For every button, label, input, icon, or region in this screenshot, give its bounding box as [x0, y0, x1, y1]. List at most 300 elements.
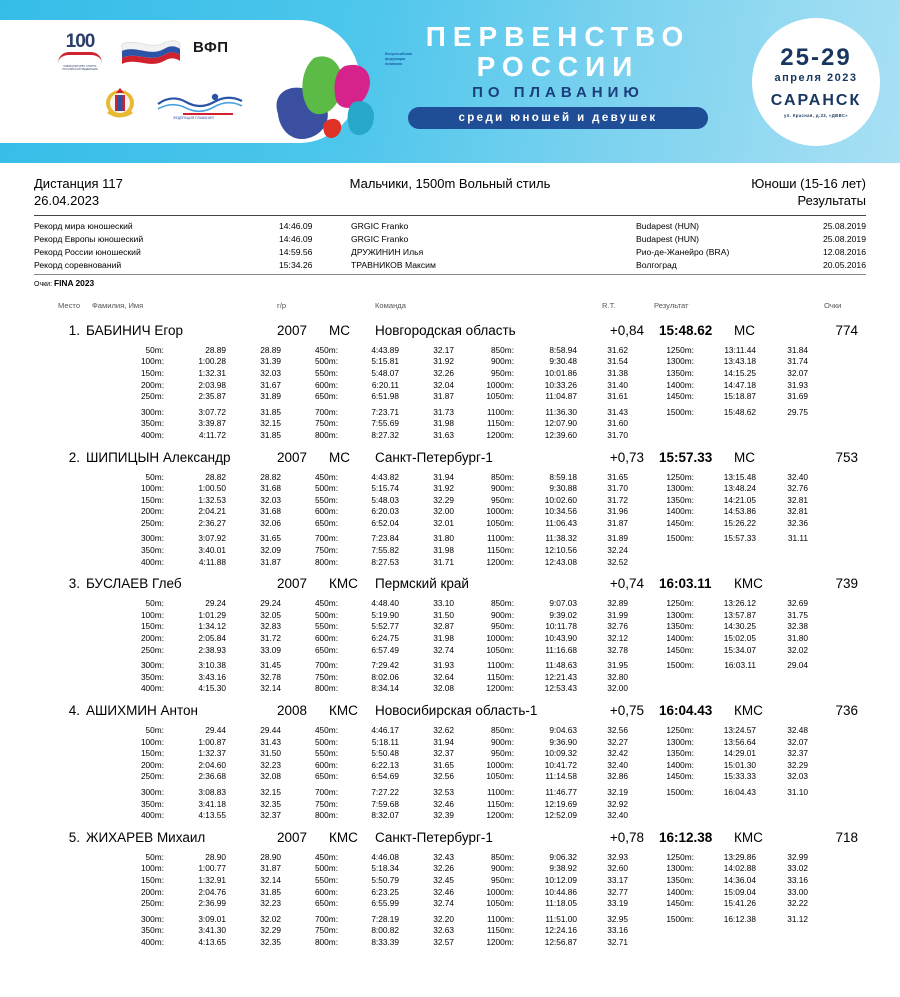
split-cumulative-time: 6:55.99: [371, 898, 399, 909]
result-athlete-row: [34, 450, 866, 469]
split-segment-time: 32.23: [260, 759, 281, 770]
split-distance: 450m:: [314, 471, 338, 482]
split-distance: 500m:: [314, 863, 338, 874]
split-segment-time: 31.93: [433, 660, 454, 671]
split-cumulative-time: 3:41.30: [198, 925, 226, 936]
split-distance: 600m:: [314, 759, 338, 770]
result-team: Санкт-Петербург-1: [375, 829, 493, 845]
split-segment-time: 31.69: [787, 391, 808, 402]
split-cumulative-time: 1:34.12: [198, 621, 226, 632]
result-entry: [34, 830, 866, 949]
split-cumulative-time: 11:18.05: [545, 898, 577, 909]
split-distance: 1300m:: [666, 483, 694, 494]
split-segment-time: 31.87: [260, 556, 281, 567]
split-segment-time: 32.12: [607, 633, 628, 644]
split-distance: 650m:: [314, 644, 338, 655]
split-segment-time: 31.85: [260, 429, 281, 440]
split-cumulative-time: 29.44: [205, 725, 226, 735]
split-segment-time: 31.50: [433, 609, 454, 620]
split-distance: 950m:: [490, 748, 514, 759]
vfp-logo: [193, 40, 229, 56]
split-row: [34, 645, 866, 657]
result-earned-rank: КМС: [734, 576, 763, 592]
split-segment-time: 32.89: [607, 598, 628, 609]
split-segment-time: 28.90: [260, 851, 281, 862]
column-header-name: Фамилия, Имя: [92, 300, 144, 310]
split-cumulative-time: 7:27.22: [371, 786, 399, 797]
record-city: Budapest (HUN): [636, 220, 700, 231]
result-reaction-time: +0,73: [609, 449, 644, 465]
results-column-headers: [34, 301, 866, 315]
result-final-time: 16:04.43: [659, 703, 713, 718]
split-segment-time: 32.29: [787, 759, 808, 770]
split-segment-time: 32.57: [433, 936, 454, 947]
split-row: [34, 356, 866, 368]
split-distance: 300m:: [140, 913, 164, 924]
split-cumulative-time: 3:40.01: [198, 545, 226, 556]
split-segment-time: 31.71: [433, 556, 454, 567]
result-birth-year: 2007: [277, 576, 308, 592]
split-segment-time: 31.87: [607, 517, 628, 528]
split-distance: 150m:: [140, 367, 164, 378]
split-cumulative-time: 5:15.81: [371, 356, 399, 367]
split-cumulative-time: 13:26.12: [723, 598, 756, 609]
split-cumulative-time: 1:32.91: [198, 874, 226, 885]
result-entry: [34, 576, 866, 695]
record-name: Рекорд России юношеский: [34, 246, 141, 257]
split-segment-time: 33.16: [607, 925, 628, 936]
split-cumulative-time: 7:55.69: [371, 418, 399, 429]
split-segment-time: 29.44: [260, 725, 281, 735]
split-segment-time: 32.95: [607, 913, 628, 924]
result-points: 774: [835, 322, 858, 338]
split-distance: 1050m:: [486, 898, 514, 909]
split-cumulative-time: 5:18.34: [371, 863, 399, 874]
split-segment-time: 31.63: [433, 429, 454, 440]
split-segment-time: 31.11: [787, 533, 808, 544]
result-final-time: 16:12.38: [659, 829, 713, 845]
split-segment-time: 31.85: [260, 406, 281, 417]
badge-city: САРАНСК: [770, 92, 862, 109]
result-athlete-name: ШИПИЦЫН Александр: [86, 449, 231, 465]
split-distance: 350m:: [140, 671, 164, 682]
svg-text:ФЕДЕРАЦИЯ ПЛАВАНИЯ: ФЕДЕРАЦИЯ ПЛАВАНИЯ: [173, 116, 214, 120]
record-athlete: GRGIC Franko: [351, 220, 409, 231]
split-segment-time: 32.29: [433, 494, 454, 505]
split-segment-time: 31.94: [433, 736, 454, 747]
split-segment-time: 31.73: [433, 406, 454, 417]
split-segment-time: 31.45: [260, 660, 281, 671]
split-cumulative-time: 14:30.25: [723, 621, 756, 632]
split-cumulative-time: 14:21.05: [723, 494, 756, 505]
split-distance: 150m:: [140, 621, 164, 632]
split-row: [34, 787, 866, 799]
split-distance: 950m:: [490, 494, 514, 505]
split-distance: 350m:: [140, 418, 164, 429]
split-cumulative-time: 15:34.07: [723, 644, 756, 655]
split-distance: 550m:: [314, 494, 338, 505]
split-distance: 400m:: [140, 810, 164, 821]
split-cumulative-time: 14:29.01: [723, 748, 756, 759]
split-distance: 600m:: [314, 506, 338, 517]
split-segment-time: 31.43: [260, 736, 281, 747]
split-segment-time: 32.80: [607, 671, 628, 682]
split-cumulative-time: 10:09.32: [544, 748, 577, 759]
record-name: Рекорд соревнований: [34, 260, 122, 271]
result-birth-year: 2007: [277, 449, 308, 465]
split-cumulative-time: 2:36.27: [198, 517, 226, 528]
column-header-points: Очки: [824, 300, 842, 310]
split-distance: 50m:: [145, 344, 164, 355]
split-distance: 1150m:: [486, 545, 514, 556]
split-distance: 350m:: [140, 798, 164, 809]
split-segment-time: 32.40: [787, 471, 808, 482]
split-distance: 800m:: [314, 810, 338, 821]
split-segment-time: 32.37: [433, 748, 454, 759]
split-distance: 800m:: [314, 556, 338, 567]
split-segment-time: 32.07: [787, 736, 808, 747]
split-distance: 1050m:: [486, 391, 514, 402]
split-segment-time: 31.99: [607, 609, 628, 620]
split-distance: 350m:: [140, 545, 164, 556]
banner-title-block: [378, 22, 738, 129]
split-segment-time: 32.81: [787, 494, 808, 505]
split-distance: 750m:: [314, 925, 338, 936]
split-cumulative-time: 11:04.87: [545, 391, 577, 402]
split-cumulative-time: 28.82: [205, 471, 226, 482]
split-cumulative-time: 3:41.18: [198, 798, 226, 809]
split-segment-time: 31.38: [607, 367, 628, 378]
split-distance: 300m:: [140, 406, 164, 417]
split-cumulative-time: 5:48.07: [371, 367, 399, 378]
split-distance: 250m:: [140, 391, 164, 402]
split-cumulative-time: 14:02.88: [723, 863, 756, 874]
split-distance: 900m:: [490, 356, 514, 367]
split-segment-time: 32.02: [260, 913, 281, 924]
split-segment-time: 32.78: [607, 644, 628, 655]
split-cumulative-time: 6:23.25: [371, 886, 399, 897]
record-row: [34, 232, 866, 245]
split-cumulative-time: 6:22.13: [371, 759, 399, 770]
split-segment-time: 32.36: [787, 517, 808, 528]
result-athlete-rank: КМС: [329, 703, 358, 718]
date-location-badge: [752, 18, 880, 146]
split-distance: 1150m:: [486, 798, 514, 809]
split-row: [34, 725, 866, 737]
split-segment-time: 32.99: [787, 851, 808, 862]
regional-swimming-logo: [153, 88, 258, 120]
split-row: [34, 610, 866, 622]
split-cumulative-time: 13:15.48: [723, 471, 756, 482]
split-cumulative-time: 10:12.09: [544, 874, 577, 885]
result-entry: [34, 703, 866, 822]
split-segment-time: 32.27: [607, 736, 628, 747]
split-distance: 200m:: [140, 633, 164, 644]
split-distance: 700m:: [314, 533, 338, 544]
split-cumulative-time: 2:38.93: [198, 644, 226, 655]
split-cumulative-time: 13:29.86: [723, 851, 756, 862]
split-cumulative-time: 3:43.16: [198, 671, 226, 682]
split-segment-time: 33.02: [787, 863, 808, 874]
split-segment-time: 31.87: [260, 863, 281, 874]
split-segment-time: 32.38: [787, 621, 808, 632]
split-cumulative-time: 11:14.58: [545, 771, 577, 782]
split-distance: 400m:: [140, 936, 164, 947]
result-athlete-rank: КМС: [329, 576, 358, 592]
split-distance: 850m:: [490, 851, 514, 862]
split-segment-time: 32.71: [607, 936, 628, 947]
split-cumulative-time: 8:00.82: [371, 925, 399, 936]
split-distance: 850m:: [490, 471, 514, 482]
badge-month-year: апреля 2023: [774, 72, 858, 84]
split-segment-time: 32.76: [607, 621, 628, 632]
split-distance: 1350m:: [666, 874, 694, 885]
split-distance: 950m:: [490, 621, 514, 632]
split-cumulative-time: 6:24.75: [371, 633, 399, 644]
split-segment-time: 32.17: [433, 344, 454, 355]
split-cumulative-time: 10:02.60: [544, 494, 577, 505]
split-distance: 600m:: [314, 633, 338, 644]
split-distance: 250m:: [140, 644, 164, 655]
split-row: [34, 771, 866, 783]
split-segment-time: 31.68: [260, 483, 281, 494]
divider-records-bottom: [34, 274, 866, 275]
split-cumulative-time: 14:47.18: [723, 379, 756, 390]
split-segment-time: 31.70: [607, 429, 628, 440]
split-cumulative-time: 9:38.92: [549, 863, 577, 874]
split-cumulative-time: 6:20.11: [371, 379, 399, 390]
split-distance: 350m:: [140, 925, 164, 936]
split-distance: 1350m:: [666, 367, 694, 378]
split-cumulative-time: 29.24: [205, 598, 226, 609]
split-distance: 100m:: [140, 736, 164, 747]
banner-title-line1: ПЕРВЕНСТВО: [425, 21, 691, 52]
split-segment-time: 33.10: [433, 598, 454, 609]
split-cumulative-time: 9:07.03: [549, 598, 577, 609]
split-cumulative-time: 13:11.44: [724, 344, 756, 355]
split-row: [34, 506, 866, 518]
split-row: [34, 898, 866, 910]
split-segment-time: 32.42: [607, 748, 628, 759]
record-time: 14:59.56: [279, 246, 313, 257]
split-distance: 100m:: [140, 356, 164, 367]
split-distance: 200m:: [140, 379, 164, 390]
split-cumulative-time: 11:36.30: [545, 406, 577, 417]
split-row: [34, 799, 866, 811]
split-segment-time: 33.17: [607, 874, 628, 885]
result-athlete-name: ЖИХАРЕВ Михаил: [86, 829, 206, 845]
split-cumulative-time: 10:43.90: [544, 633, 577, 644]
result-place: 2.: [68, 449, 80, 465]
result-team: Новосибирская область-1: [375, 703, 538, 718]
split-distance: 1000m:: [486, 633, 514, 644]
split-segment-time: 31.65: [260, 533, 281, 544]
split-segment-time: 32.35: [260, 936, 281, 947]
split-segment-time: 29.24: [260, 598, 281, 609]
split-distance: 1350m:: [666, 748, 694, 759]
split-segment-time: 32.86: [607, 771, 628, 782]
split-cumulative-time: 4:13.65: [198, 936, 226, 947]
split-row: [34, 472, 866, 484]
split-cumulative-time: 9:36.90: [549, 736, 577, 747]
split-segment-time: 32.93: [607, 851, 628, 862]
result-points: 736: [835, 703, 858, 718]
result-athlete-row: [34, 323, 866, 342]
split-cumulative-time: 6:52.04: [371, 517, 399, 528]
split-segment-time: 31.80: [433, 533, 454, 544]
record-time: 15:34.26: [279, 260, 313, 271]
result-reaction-time: +0,78: [609, 829, 644, 845]
split-segment-time: 32.52: [607, 556, 628, 567]
split-distance: 150m:: [140, 748, 164, 759]
split-distance: 100m:: [140, 483, 164, 494]
split-distance: 1500m:: [666, 660, 694, 671]
split-distance: 200m:: [140, 759, 164, 770]
record-row: [34, 259, 866, 272]
result-final-time: 16:03.11: [659, 576, 712, 592]
split-segment-time: 32.02: [787, 644, 808, 655]
split-row: [34, 748, 866, 760]
split-cumulative-time: 1:32.31: [198, 367, 226, 378]
split-segment-time: 31.74: [787, 356, 808, 367]
split-distance: 1200m:: [486, 936, 514, 947]
split-row: [34, 368, 866, 380]
record-row: [34, 245, 866, 258]
split-distance: 1450m:: [666, 517, 694, 528]
split-segment-time: 32.15: [260, 418, 281, 429]
split-segment-time: 32.69: [787, 598, 808, 609]
split-segment-time: 31.61: [607, 391, 628, 402]
split-distance: 650m:: [314, 517, 338, 528]
record-athlete: ТРАВНИКОВ Максим: [351, 260, 436, 271]
split-cumulative-time: 10:33.26: [544, 379, 577, 390]
split-row: [34, 660, 866, 672]
column-header-result: Результат: [654, 300, 689, 310]
split-cumulative-time: 7:28.19: [371, 913, 399, 924]
result-athlete-row: [34, 703, 866, 722]
split-distance: 1450m:: [666, 898, 694, 909]
split-segment-time: 31.60: [607, 418, 628, 429]
split-distance: 550m:: [314, 367, 338, 378]
result-place: 4.: [68, 703, 80, 718]
split-cumulative-time: 12:19.69: [544, 798, 577, 809]
split-times-table: [34, 472, 866, 569]
result-place: 1.: [68, 322, 80, 338]
split-row: [34, 533, 866, 545]
record-city: Волгоград: [636, 260, 677, 271]
split-cumulative-time: 4:43.89: [371, 344, 399, 355]
split-times-table: [34, 852, 866, 949]
split-cumulative-time: 1:00.28: [198, 356, 226, 367]
split-cumulative-time: 2:05.84: [198, 633, 226, 644]
split-cumulative-time: 15:26.22: [723, 517, 756, 528]
split-distance: 300m:: [140, 533, 164, 544]
points-system: FINA 2023: [53, 277, 95, 288]
record-date: 12.08.2016: [822, 246, 866, 257]
split-segment-time: 33.16: [787, 874, 808, 885]
badge-venue: ул. Красная, д.33, «ДВВС»: [783, 113, 849, 118]
split-segment-time: 32.46: [433, 798, 454, 809]
split-cumulative-time: 1:01.29: [198, 609, 226, 620]
split-distance: 450m:: [314, 725, 338, 735]
split-distance: 750m:: [314, 671, 338, 682]
split-segment-time: 31.39: [260, 356, 281, 367]
split-cumulative-time: 2:36.99: [198, 898, 226, 909]
split-distance: 1150m:: [486, 418, 514, 429]
result-points: 718: [835, 829, 858, 845]
split-segment-time: 32.37: [260, 810, 281, 821]
split-cumulative-time: 15:48.62: [723, 406, 756, 417]
column-header-place: Место: [58, 300, 81, 310]
split-segment-time: 32.35: [260, 798, 281, 809]
split-row: [34, 598, 866, 610]
split-cumulative-time: 4:46.08: [371, 851, 399, 862]
split-distance: 750m:: [314, 545, 338, 556]
split-segment-time: 32.29: [260, 925, 281, 936]
split-distance: 1500m:: [666, 786, 694, 797]
split-distance: 1050m:: [486, 517, 514, 528]
split-distance: 50m:: [145, 851, 164, 862]
result-points: 739: [835, 576, 858, 592]
split-distance: 550m:: [314, 874, 338, 885]
split-distance: 950m:: [490, 367, 514, 378]
split-distance: 500m:: [314, 736, 338, 747]
split-segment-time: 32.03: [787, 771, 808, 782]
split-cumulative-time: 15:41.26: [723, 898, 756, 909]
split-distance: 1000m:: [486, 379, 514, 390]
split-cumulative-time: 7:29.42: [371, 660, 399, 671]
split-segment-time: 32.40: [607, 810, 628, 821]
split-distance: 1100m:: [486, 533, 514, 544]
split-cumulative-time: 3:07.72: [198, 406, 226, 417]
result-place: 3.: [68, 576, 80, 592]
split-cumulative-time: 12:43.08: [544, 556, 577, 567]
result-place: 5.: [68, 829, 80, 845]
split-segment-time: 32.64: [433, 671, 454, 682]
split-segment-time: 32.74: [433, 644, 454, 655]
split-row: [34, 407, 866, 419]
split-segment-time: 28.89: [260, 344, 281, 355]
split-distance: 450m:: [314, 344, 338, 355]
split-distance: 1250m:: [666, 471, 694, 482]
badge-date-range: 25-29: [780, 44, 852, 71]
split-cumulative-time: 11:06.43: [545, 517, 577, 528]
split-cumulative-time: 15:09.04: [723, 886, 756, 897]
split-cumulative-time: 16:04.43: [723, 786, 756, 797]
split-segment-time: 32.92: [607, 798, 628, 809]
split-cumulative-time: 8:59.18: [549, 471, 577, 482]
column-header-rt: R.T.: [602, 300, 616, 310]
split-cumulative-time: 5:52.77: [371, 621, 399, 632]
result-athlete-row: [34, 576, 866, 595]
split-cumulative-time: 10:44.86: [544, 886, 577, 897]
split-distance: 500m:: [314, 483, 338, 494]
points-label: Очки:: [34, 280, 53, 288]
split-distance: 1250m:: [666, 851, 694, 862]
split-segment-time: 32.03: [260, 367, 281, 378]
split-segment-time: 32.24: [607, 545, 628, 556]
split-cumulative-time: 5:18.11: [371, 736, 399, 747]
result-athlete-row: [34, 830, 866, 849]
split-segment-time: 32.06: [260, 517, 281, 528]
split-times-table: [34, 598, 866, 695]
split-cumulative-time: 10:34.56: [544, 506, 577, 517]
split-segment-time: 32.37: [787, 748, 808, 759]
split-row: [34, 518, 866, 530]
split-segment-time: 31.72: [260, 633, 281, 644]
split-distance: 1100m:: [486, 660, 514, 671]
split-cumulative-time: 4:46.17: [371, 725, 399, 735]
